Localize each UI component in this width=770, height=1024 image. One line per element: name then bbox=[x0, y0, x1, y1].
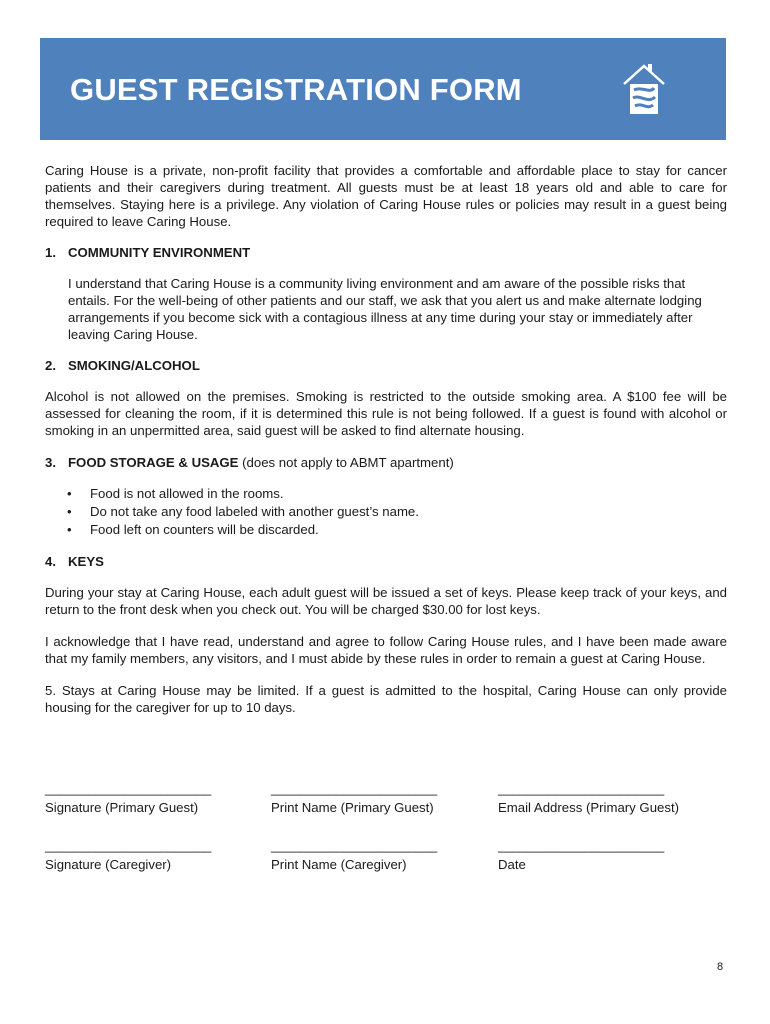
section-title: COMMUNITY ENVIRONMENT bbox=[68, 245, 251, 260]
bullet-icon: • bbox=[67, 504, 72, 519]
section-number: 3. bbox=[45, 455, 56, 470]
signature-line[interactable]: _______________________ bbox=[498, 838, 665, 853]
signature-line[interactable]: _______________________ bbox=[45, 781, 212, 796]
section-title: SMOKING/ALCOHOL bbox=[68, 358, 200, 373]
page-title: GUEST REGISTRATION FORM bbox=[70, 72, 522, 107]
section-heading-community bbox=[45, 244, 727, 261]
form-body bbox=[45, 162, 727, 731]
date-field[interactable] bbox=[498, 839, 664, 873]
food-rules-list bbox=[45, 485, 727, 539]
section-heading-smoking bbox=[45, 357, 727, 374]
primary-guest-email-field[interactable] bbox=[498, 782, 679, 816]
list-item: • Food is not allowed in the rooms. bbox=[67, 486, 284, 501]
section-number: 1. bbox=[45, 245, 56, 260]
primary-guest-signature-field[interactable] bbox=[45, 782, 211, 816]
stays-note-paragraph: 5. Stays at Caring House may be limited. If a guest is admitted to the hospital, Caring House can only provide housing for the caregiver for up to 10 days. bbox=[45, 683, 727, 715]
list-item: • Do not take any food labeled with another guest’s name. bbox=[67, 504, 419, 519]
house-logo-icon bbox=[620, 60, 668, 118]
smoking-paragraph: Alcohol is not allowed on the premises. Smoking is restricted to the outside smoking area. A $100 fee will be assessed for cleaning the room, if it is determined this rule is not being followed. If a guest is found with alcohol or smoking in an unpermitted area, said guest will be asked to find alternate housing. bbox=[45, 389, 727, 438]
signature-row-caregiver bbox=[45, 839, 727, 896]
intro-paragraph: Caring House is a private, non-profit facility that provides a comfortable and affordable place to stay for cancer patients and their caregivers during treatment. All guests must be at least 18 years old and able to care for themselves. Staying here is a privilege. Any violation of Caring House rules or policies may result in a guest being required to leave Caring House. bbox=[45, 163, 727, 229]
field-label: Date bbox=[498, 857, 526, 872]
bullet-icon: • bbox=[67, 486, 72, 501]
signature-row-primary bbox=[45, 782, 727, 839]
signature-line[interactable]: _______________________ bbox=[271, 781, 438, 796]
field-label: Email Address (Primary Guest) bbox=[498, 800, 680, 815]
list-item: • Food left on counters will be discarded. bbox=[67, 522, 319, 537]
section-subtitle: (does not apply to ABMT apartment) bbox=[242, 455, 454, 470]
section-number: 2. bbox=[45, 358, 56, 373]
field-label: Signature (Caregiver) bbox=[45, 857, 172, 872]
community-paragraph: I understand that Caring House is a community living environment and am aware of the possible risks that entails. For the well-being of other patients and our staff, we ask that you alert us and make alternate lodging arrangements if you become sick with a contagious illness at any time during your stay or immediately after leaving Caring House. bbox=[68, 276, 702, 342]
caregiver-name-field[interactable] bbox=[271, 839, 437, 873]
acknowledgement-paragraph: I acknowledge that I have read, understand and agree to follow Caring House rules, and I have been made aware that my family members, any visitors, and I must abide by these rules in order to remain a guest at Caring House. bbox=[45, 634, 727, 666]
signature-line[interactable]: _______________________ bbox=[45, 838, 212, 853]
section-number: 4. bbox=[45, 554, 56, 569]
bullet-icon: • bbox=[67, 522, 72, 537]
header-banner bbox=[40, 38, 726, 140]
primary-guest-name-field[interactable] bbox=[271, 782, 437, 816]
field-label: Print Name (Caregiver) bbox=[271, 857, 407, 872]
field-label: Print Name (Primary Guest) bbox=[271, 800, 434, 815]
section-heading-keys bbox=[45, 553, 727, 570]
signature-line[interactable]: _______________________ bbox=[498, 781, 665, 796]
keys-paragraph: During your stay at Caring House, each adult guest will be issued a set of keys. Please keep track of your keys, and return to the front desk when you check out. You will be charged $30.00 for lost keys. bbox=[45, 585, 727, 617]
signature-line[interactable]: _______________________ bbox=[271, 838, 438, 853]
signature-section bbox=[45, 782, 727, 896]
caregiver-signature-field[interactable] bbox=[45, 839, 211, 873]
section-title: FOOD STORAGE & USAGE bbox=[68, 455, 239, 470]
field-label: Signature (Primary Guest) bbox=[45, 800, 199, 815]
section-title: KEYS bbox=[68, 554, 104, 569]
section-heading-food bbox=[45, 454, 727, 471]
page-number: 8 bbox=[717, 961, 724, 973]
